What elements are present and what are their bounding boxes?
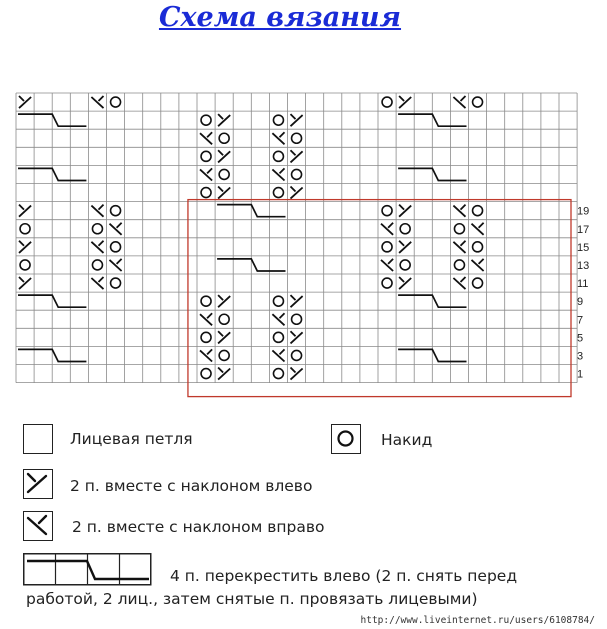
yarn-over-symbol — [382, 206, 392, 216]
yarn-over-symbol — [292, 169, 302, 179]
k2tog-left-symbol — [399, 241, 411, 253]
k2tog-right-symbol — [472, 259, 484, 271]
k2tog-left-symbol — [218, 331, 230, 343]
yarn-over-symbol — [111, 242, 121, 252]
yarn-over-symbol — [219, 133, 229, 143]
k2tog-right-symbol — [272, 168, 284, 180]
cable-cross-legend-icon — [23, 553, 153, 591]
k2tog-left-symbol — [399, 96, 411, 108]
k2tog-left-symbol — [291, 187, 303, 199]
k2tog-left-symbol — [218, 114, 230, 126]
k2tog-left-symbol — [218, 295, 230, 307]
row-number-label: 3 — [577, 350, 584, 363]
legend-knit-label: Лицевая петля — [70, 430, 193, 448]
yarn-over-symbol — [292, 133, 302, 143]
yarn-over-symbol — [382, 242, 392, 252]
k2tog-right-symbol — [200, 349, 212, 361]
k2tog-left-symbol — [218, 368, 230, 380]
yarn-over-symbol — [201, 115, 211, 125]
legend-k2tog-right-label: 2 п. вместе с наклоном вправо — [72, 518, 325, 536]
row-number-label: 19 — [577, 205, 590, 218]
row-number-label: 9 — [577, 296, 584, 309]
yarn-over-symbol — [92, 260, 102, 270]
yarn-over-symbol — [219, 169, 229, 179]
yarn-over-symbol — [292, 314, 302, 324]
k2tog-right-symbol — [200, 313, 212, 325]
k2tog-left-symbol — [399, 277, 411, 289]
k2tog-right-symbol — [91, 241, 103, 253]
k2tog-left-symbol — [291, 368, 303, 380]
k2tog-left-symbol — [291, 331, 303, 343]
yarn-over-symbol — [92, 224, 102, 234]
yarn-over-symbol — [273, 151, 283, 161]
k2tog-left-symbol — [291, 114, 303, 126]
yarn-over-symbol — [273, 115, 283, 125]
yarn-over-symbol — [273, 296, 283, 306]
k2tog-right-symbol — [91, 96, 103, 108]
yarn-over-symbol — [292, 350, 302, 360]
yarn-over-symbol — [473, 278, 483, 288]
row-number-label: 1 — [577, 368, 584, 381]
k2tog-left-legend-icon — [23, 469, 53, 499]
yarn-over-symbol — [273, 332, 283, 342]
k2tog-right-symbol — [272, 132, 284, 144]
k2tog-right-symbol — [381, 259, 393, 271]
yarn-over-symbol — [273, 369, 283, 379]
k2tog-left-symbol — [291, 295, 303, 307]
yarn-over-symbol — [454, 260, 464, 270]
k2tog-right-symbol — [110, 223, 122, 235]
yarn-over-symbol — [382, 278, 392, 288]
legend-yarn-over-label: Накид — [381, 431, 433, 449]
k2tog-right-symbol — [272, 313, 284, 325]
yarn-over-symbol — [273, 188, 283, 198]
yarn-over-symbol — [111, 97, 121, 107]
k2tog-right-symbol — [453, 96, 465, 108]
yarn-over-symbol — [473, 242, 483, 252]
row-number-label: 5 — [577, 332, 584, 345]
row-number-label: 13 — [577, 259, 590, 272]
row-number-label: 11 — [577, 278, 589, 291]
k2tog-left-symbol — [218, 150, 230, 162]
yarn-over-symbol — [20, 260, 30, 270]
k2tog-right-legend-icon — [23, 511, 53, 541]
legend-cross-label-line1: 4 п. перекрестить влево (2 п. снять перед — [170, 567, 518, 585]
row-number-labels — [577, 206, 589, 381]
k2tog-right-symbol — [200, 132, 212, 144]
k2tog-left-symbol — [19, 205, 31, 217]
yarn-over-legend-icon — [331, 424, 361, 454]
yarn-over-symbol — [219, 314, 229, 324]
k2tog-left-symbol — [19, 277, 31, 289]
yarn-over-symbol — [111, 206, 121, 216]
legend-k2tog-left-label: 2 п. вместе с наклоном влево — [70, 477, 313, 495]
yarn-over-symbol — [201, 188, 211, 198]
k2tog-right-symbol — [91, 205, 103, 217]
k2tog-right-symbol — [472, 223, 484, 235]
yarn-over-symbol — [473, 206, 483, 216]
yarn-over-symbol — [400, 260, 410, 270]
yarn-over-symbol — [20, 224, 30, 234]
yarn-over-symbol — [454, 224, 464, 234]
k2tog-right-symbol — [453, 205, 465, 217]
k2tog-right-symbol — [453, 241, 465, 253]
yarn-over-symbol — [382, 97, 392, 107]
knit-stitch-legend-icon — [23, 424, 53, 454]
k2tog-right-symbol — [453, 277, 465, 289]
yarn-over-symbol — [201, 151, 211, 161]
repeat-frame — [188, 200, 571, 397]
k2tog-right-symbol — [200, 168, 212, 180]
yarn-over-symbol — [201, 332, 211, 342]
yarn-over-symbol — [201, 369, 211, 379]
row-number-label: 7 — [577, 314, 584, 327]
yarn-over-symbol — [400, 224, 410, 234]
yarn-over-symbol — [219, 350, 229, 360]
k2tog-left-symbol — [399, 205, 411, 217]
yarn-over-symbol — [111, 278, 121, 288]
k2tog-left-symbol — [19, 96, 31, 108]
yarn-over-symbol — [473, 97, 483, 107]
row-number-label: 15 — [577, 241, 590, 254]
k2tog-left-symbol — [19, 241, 31, 253]
page-title: Схема вязания — [158, 2, 402, 33]
k2tog-right-symbol — [272, 349, 284, 361]
chart-grid — [16, 93, 577, 383]
k2tog-right-symbol — [91, 277, 103, 289]
watermark-url: http://www.liveinternet.ru/users/6108784/ — [360, 615, 595, 626]
yarn-over-symbol — [201, 296, 211, 306]
k2tog-left-symbol — [218, 187, 230, 199]
k2tog-right-symbol — [381, 223, 393, 235]
k2tog-left-symbol — [291, 150, 303, 162]
row-number-label: 17 — [577, 223, 590, 236]
k2tog-right-symbol — [110, 259, 122, 271]
legend-cross-label-line2: работой, 2 лиц., затем снятые п. провязать лицевыми) — [26, 590, 478, 608]
